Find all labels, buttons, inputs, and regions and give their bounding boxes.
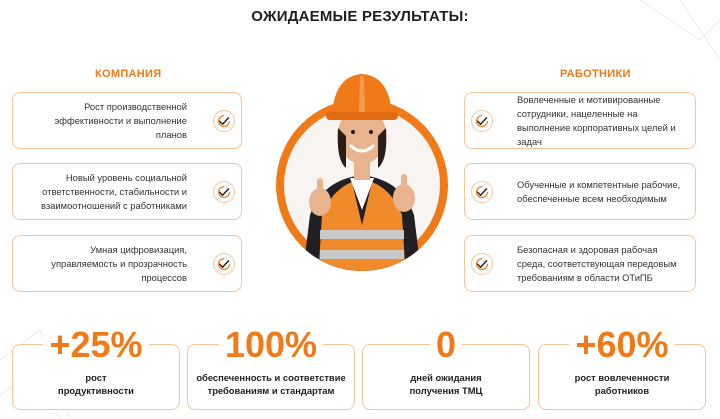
stat-card-2 (187, 324, 355, 410)
workers-card-2 (464, 163, 696, 220)
workers-card-1 (464, 92, 696, 149)
company-card-1 (12, 92, 242, 149)
stat-label: дней ожидания получения ТМЦ (409, 372, 483, 396)
stat-card-3 (362, 324, 530, 410)
stat-value: 100% (188, 327, 354, 363)
worker-in-helmet-photo (262, 50, 462, 280)
stat-card-4 (538, 324, 706, 410)
check-circle-icon (471, 253, 493, 275)
workers-card-text: Обученные и компетентные рабочие, обеспеченные всем необходимым (517, 178, 681, 204)
company-card-text: Новый уровень социальной ответственности, стабильности и взаимоотношений с работниками (41, 171, 187, 211)
stat-value: 0 (363, 327, 529, 363)
stat-label: рост продуктивности (58, 372, 134, 396)
check-circle-icon (471, 181, 493, 203)
stat-value: +60% (539, 327, 705, 363)
check-circle-icon (213, 110, 235, 132)
stat-value: +25% (13, 327, 179, 363)
company-card-text: Рост производственной эффективности и выполнение планов (54, 100, 187, 140)
company-card-3 (12, 235, 242, 292)
check-circle-icon (471, 110, 493, 132)
stat-label: рост вовлеченности работников (574, 372, 670, 396)
page-title: ОЖИДАЕМЫЕ РЕЗУЛЬТАТЫ: (251, 8, 469, 25)
workers-heading: РАБОТНИКИ (560, 68, 631, 80)
stat-card-1 (12, 324, 180, 410)
company-heading: КОМПАНИЯ (95, 68, 162, 80)
check-circle-icon (213, 181, 235, 203)
company-card-text: Умная цифровизация, управляемость и прозрачность процессов (51, 243, 187, 283)
workers-card-text: Вовлеченные и мотивированные сотрудники, нацеленные на выполнение корпоративных целей и задач (517, 93, 676, 147)
company-card-2 (12, 163, 242, 220)
workers-card-3 (464, 235, 696, 292)
check-circle-icon (213, 253, 235, 275)
workers-card-text: Безопасная и здоровая рабочая среда, соответствующая передовым требованиям в области ОТиПБ (517, 243, 677, 283)
stat-label: обеспеченность и соответствие требованиям и стандартам (196, 372, 346, 396)
